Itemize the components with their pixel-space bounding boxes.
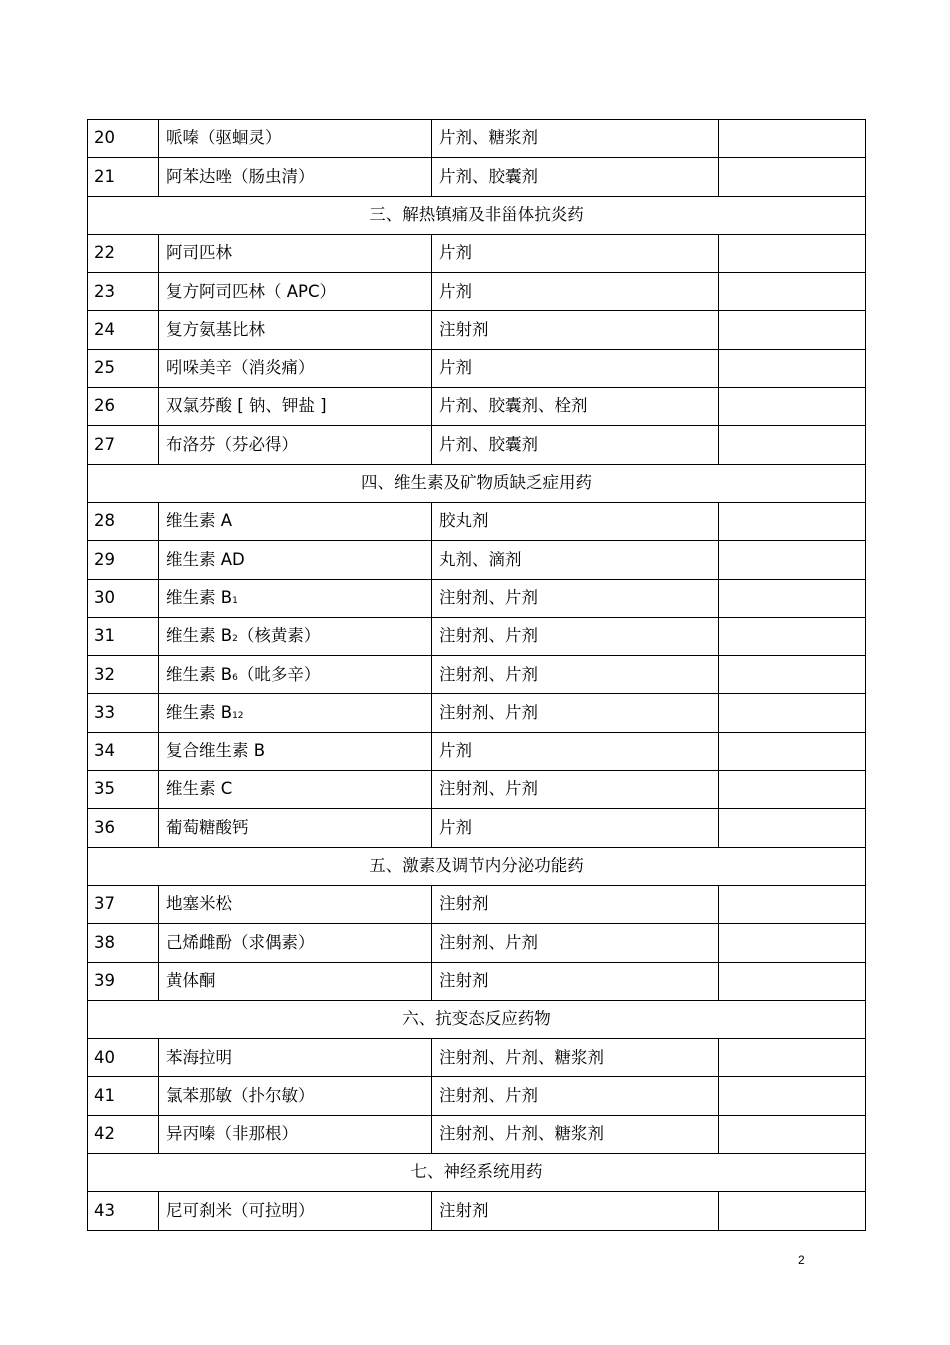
drug-name-cell xyxy=(159,1039,432,1077)
note-cell xyxy=(719,694,866,732)
item-number: 37 xyxy=(88,885,159,923)
dosage-form: 片剂 xyxy=(432,809,719,847)
section-title: 四、维生素及矿物质缺乏症用药 xyxy=(88,464,866,502)
page-number: 2 xyxy=(798,1253,805,1267)
dosage-form: 注射剂、片剂 xyxy=(432,1077,719,1115)
table-row xyxy=(88,349,866,387)
drug-name: 苯海拉明 xyxy=(166,1047,232,1067)
item-number: 30 xyxy=(88,579,159,617)
note-cell xyxy=(719,924,866,962)
drug-name-cell xyxy=(159,809,432,847)
table-row xyxy=(88,885,866,923)
table-row xyxy=(88,120,866,158)
note-cell xyxy=(719,311,866,349)
note-cell xyxy=(719,1192,866,1230)
item-number: 24 xyxy=(88,311,159,349)
section-title: 三、解热镇痛及非甾体抗炎药 xyxy=(88,196,866,234)
table-row xyxy=(88,388,866,426)
drug-name-subscript: 2 xyxy=(232,634,238,645)
item-number: 36 xyxy=(88,809,159,847)
drug-list-body xyxy=(88,120,866,1231)
drug-name: 黄体酮 xyxy=(166,970,216,990)
dosage-form: 注射剂 xyxy=(432,885,719,923)
drug-name: 双氯芬酸 [ 钠、钾盐 ] xyxy=(166,396,327,416)
dosage-form: 胶丸剂 xyxy=(432,502,719,540)
item-number: 23 xyxy=(88,273,159,311)
drug-name: 维生素 B xyxy=(166,587,233,607)
item-number: 33 xyxy=(88,694,159,732)
table-row xyxy=(88,541,866,579)
dosage-form: 片剂 xyxy=(432,273,719,311)
note-cell xyxy=(719,771,866,809)
note-cell xyxy=(719,541,866,579)
drug-name-cell xyxy=(159,311,432,349)
table-row xyxy=(88,1039,866,1077)
drug-name-subscript: 12 xyxy=(232,710,244,721)
dosage-form: 注射剂、片剂 xyxy=(432,617,719,655)
note-cell xyxy=(719,273,866,311)
table-row xyxy=(88,1115,866,1153)
section-header-row xyxy=(88,1154,866,1192)
drug-name-cell xyxy=(159,426,432,464)
drug-name: 吲哚美辛（消炎痛） xyxy=(166,358,315,378)
table-row xyxy=(88,311,866,349)
item-number: 38 xyxy=(88,924,159,962)
item-number: 31 xyxy=(88,617,159,655)
drug-name: 维生素 C xyxy=(166,779,233,799)
note-cell xyxy=(719,732,866,770)
dosage-form: 片剂 xyxy=(432,732,719,770)
drug-name-cell xyxy=(159,120,432,158)
item-number: 28 xyxy=(88,502,159,540)
item-number: 41 xyxy=(88,1077,159,1115)
drug-name: 哌嗪（驱蛔灵） xyxy=(166,128,282,148)
table-row xyxy=(88,617,866,655)
drug-name-cell xyxy=(159,1077,432,1115)
drug-name: 复合维生素 B xyxy=(166,741,266,761)
note-cell xyxy=(719,349,866,387)
drug-name: 维生素 B xyxy=(166,626,233,646)
drug-name-cell xyxy=(159,541,432,579)
drug-name-subscript: 6 xyxy=(232,672,238,683)
drug-name-cell xyxy=(159,502,432,540)
drug-name-cell xyxy=(159,158,432,196)
note-cell xyxy=(719,120,866,158)
drug-name-cell xyxy=(159,771,432,809)
item-number: 26 xyxy=(88,388,159,426)
drug-name-subscript: 1 xyxy=(232,595,238,606)
drug-name: 异丙嗪（非那根） xyxy=(166,1124,298,1144)
dosage-form: 注射剂 xyxy=(432,1192,719,1230)
item-number: 34 xyxy=(88,732,159,770)
dosage-form: 片剂、胶囊剂 xyxy=(432,426,719,464)
dosage-form: 片剂、胶囊剂、栓剂 xyxy=(432,388,719,426)
drug-name: 尼可刹米（可拉明） xyxy=(166,1200,315,1220)
dosage-form: 注射剂、片剂 xyxy=(432,656,719,694)
drug-name: 复方氨基比林 xyxy=(166,319,265,339)
dosage-form: 片剂、糖浆剂 xyxy=(432,120,719,158)
drug-name: 维生素 B xyxy=(166,702,233,722)
drug-name-cell xyxy=(159,656,432,694)
drug-name-cell xyxy=(159,617,432,655)
drug-name: 布洛芬（芬必得） xyxy=(166,434,298,454)
table-row xyxy=(88,502,866,540)
item-number: 29 xyxy=(88,541,159,579)
dosage-form: 片剂 xyxy=(432,349,719,387)
dosage-form: 注射剂、片剂、糖浆剂 xyxy=(432,1115,719,1153)
table-row xyxy=(88,234,866,272)
table-row xyxy=(88,694,866,732)
table-row xyxy=(88,732,866,770)
item-number: 21 xyxy=(88,158,159,196)
note-cell xyxy=(719,426,866,464)
drug-name-cell xyxy=(159,732,432,770)
note-cell xyxy=(719,1039,866,1077)
note-cell xyxy=(719,234,866,272)
note-cell xyxy=(719,502,866,540)
drug-name: 维生素 B xyxy=(166,664,233,684)
table-row xyxy=(88,924,866,962)
dosage-form: 丸剂、滴剂 xyxy=(432,541,719,579)
drug-name: 维生素 AD xyxy=(166,549,245,569)
drug-name-cell xyxy=(159,349,432,387)
table-row xyxy=(88,771,866,809)
drug-name-cell xyxy=(159,924,432,962)
drug-name-cell xyxy=(159,694,432,732)
note-cell xyxy=(719,885,866,923)
table-row xyxy=(88,1192,866,1230)
table-row xyxy=(88,656,866,694)
drug-name: 氯苯那敏（扑尔敏） xyxy=(166,1085,315,1105)
note-cell xyxy=(719,1115,866,1153)
note-cell xyxy=(719,617,866,655)
note-cell xyxy=(719,962,866,1000)
item-number: 22 xyxy=(88,234,159,272)
section-header-row xyxy=(88,464,866,502)
table-row xyxy=(88,809,866,847)
dosage-form: 注射剂、片剂、糖浆剂 xyxy=(432,1039,719,1077)
item-number: 32 xyxy=(88,656,159,694)
item-number: 39 xyxy=(88,962,159,1000)
note-cell xyxy=(719,1077,866,1115)
drug-name-alias: （核黄素） xyxy=(237,626,321,646)
section-title: 六、抗变态反应药物 xyxy=(88,1000,866,1038)
item-number: 27 xyxy=(88,426,159,464)
section-header-row xyxy=(88,847,866,885)
drug-name: 阿司匹林 xyxy=(166,243,232,263)
table-row xyxy=(88,426,866,464)
item-number: 25 xyxy=(88,349,159,387)
drug-name-cell xyxy=(159,273,432,311)
dosage-form: 注射剂、片剂 xyxy=(432,694,719,732)
item-number: 40 xyxy=(88,1039,159,1077)
drug-name: 复方阿司匹林（ APC） xyxy=(166,281,337,301)
drug-name-cell xyxy=(159,579,432,617)
table-row xyxy=(88,962,866,1000)
note-cell xyxy=(719,388,866,426)
drug-list-table xyxy=(87,119,866,1231)
item-number: 20 xyxy=(88,120,159,158)
drug-name: 地塞米松 xyxy=(166,894,232,914)
drug-name-cell xyxy=(159,234,432,272)
table-row xyxy=(88,158,866,196)
dosage-form: 注射剂、片剂 xyxy=(432,924,719,962)
drug-name: 阿苯达唑（肠虫清） xyxy=(166,166,315,186)
dosage-form: 注射剂、片剂 xyxy=(432,771,719,809)
drug-name: 己烯雌酚（求偶素） xyxy=(166,932,315,952)
note-cell xyxy=(719,809,866,847)
drug-name-cell xyxy=(159,1115,432,1153)
table-row xyxy=(88,579,866,617)
dosage-form: 片剂 xyxy=(432,234,719,272)
drug-name-cell xyxy=(159,962,432,1000)
table-row xyxy=(88,273,866,311)
table-row xyxy=(88,1077,866,1115)
drug-name: 维生素 A xyxy=(166,511,233,531)
section-header-row xyxy=(88,196,866,234)
dosage-form: 注射剂 xyxy=(432,311,719,349)
drug-name-alias: （吡多辛） xyxy=(237,664,321,684)
section-header-row xyxy=(88,1000,866,1038)
dosage-form: 注射剂、片剂 xyxy=(432,579,719,617)
note-cell xyxy=(719,656,866,694)
note-cell xyxy=(719,579,866,617)
section-title: 五、激素及调节内分泌功能药 xyxy=(88,847,866,885)
item-number: 42 xyxy=(88,1115,159,1153)
drug-name: 葡萄糖酸钙 xyxy=(166,817,249,837)
drug-name-cell xyxy=(159,1192,432,1230)
section-title: 七、神经系统用药 xyxy=(88,1154,866,1192)
drug-name-cell xyxy=(159,388,432,426)
item-number: 43 xyxy=(88,1192,159,1230)
item-number: 35 xyxy=(88,771,159,809)
drug-name-cell xyxy=(159,885,432,923)
dosage-form: 注射剂 xyxy=(432,962,719,1000)
note-cell xyxy=(719,158,866,196)
dosage-form: 片剂、胶囊剂 xyxy=(432,158,719,196)
